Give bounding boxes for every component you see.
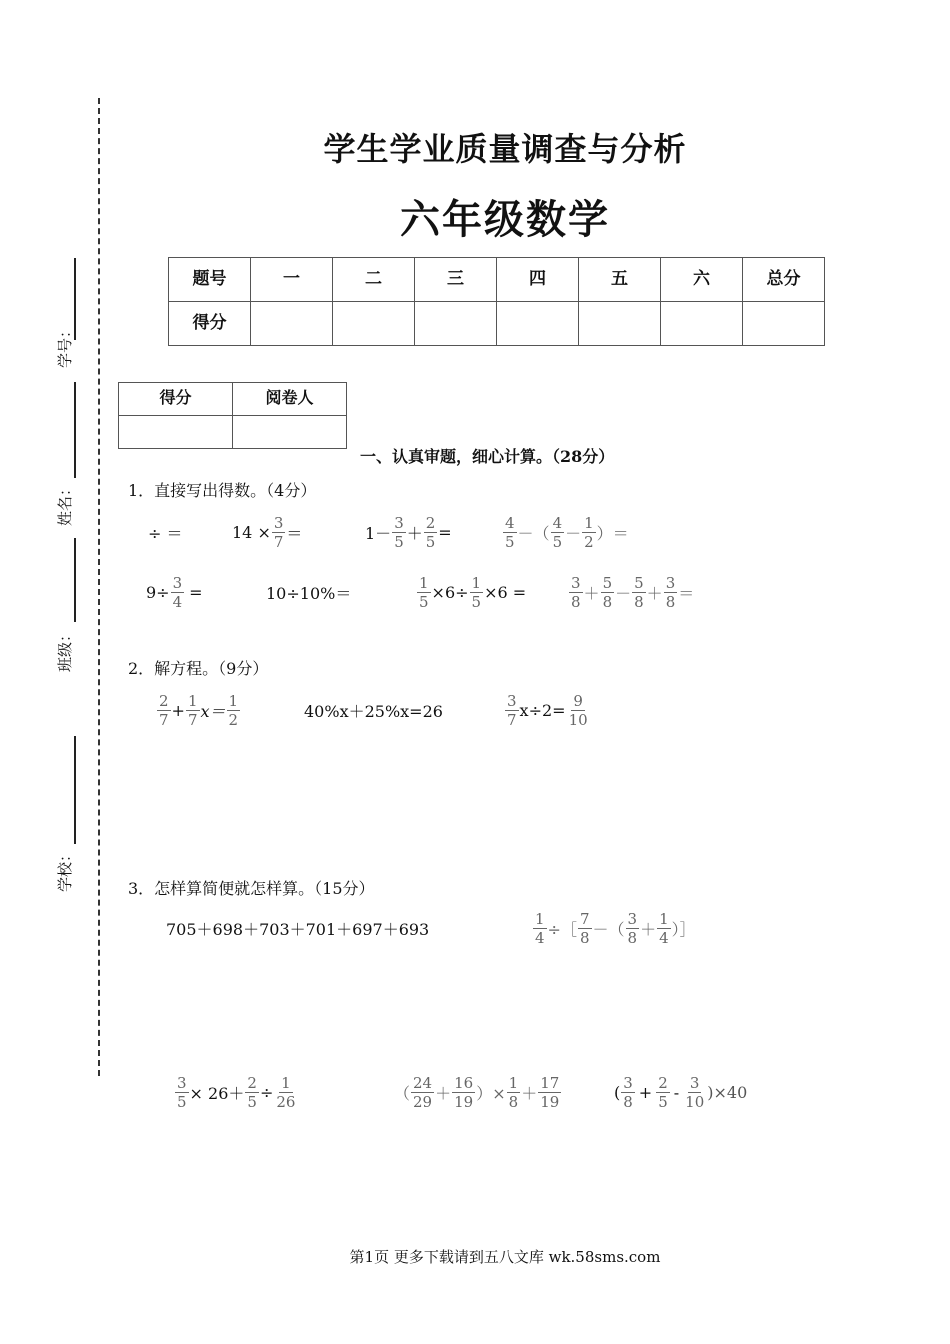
numerator: 9 (573, 691, 583, 710)
fraction (171, 574, 185, 611)
q1-expr-8 (568, 570, 694, 614)
fraction (227, 692, 241, 729)
fraction (538, 1074, 561, 1111)
denominator: 5 (471, 592, 482, 611)
fraction (657, 910, 671, 947)
fraction (601, 574, 615, 611)
fraction (505, 692, 519, 729)
numerator: 2 (658, 1073, 668, 1092)
score-table (168, 257, 825, 346)
score-cell: 四 (497, 258, 579, 302)
denominator: 4 (172, 592, 183, 611)
denominator: 2 (584, 532, 594, 551)
class-label: 班级： (56, 626, 74, 672)
q1-expr-3 (365, 510, 452, 554)
expr-text: ）＝ (596, 523, 629, 543)
fraction (656, 1074, 670, 1111)
numerator: 3 (273, 513, 284, 532)
q1-expr-4 (502, 510, 629, 554)
score-cell: 六 (661, 258, 743, 302)
expr-text: )×40 (707, 1082, 748, 1102)
fraction (664, 574, 678, 611)
score-blank-cell[interactable] (333, 302, 415, 346)
expr-text: － (565, 523, 582, 543)
fraction (551, 514, 565, 551)
fraction (470, 574, 484, 611)
expr-text: ( (614, 1082, 621, 1102)
grader-blank-cell[interactable] (233, 416, 347, 449)
denominator: 5 (419, 592, 429, 611)
score-value-row (169, 302, 825, 346)
denominator: 5 (425, 532, 436, 551)
denominator: 8 (634, 592, 644, 611)
expr-text: x÷2= (519, 700, 566, 720)
denominator: 5 (552, 532, 563, 551)
numerator: 7 (579, 909, 590, 928)
expr-text: 14 × (232, 522, 271, 542)
score-cell: 一 (251, 258, 333, 302)
expr-text: = (438, 522, 452, 542)
name-label: 姓名： (56, 480, 74, 526)
school-line (74, 736, 76, 844)
denominator: 8 (627, 928, 638, 947)
school-label: 学校： (56, 846, 74, 892)
expr-text: ）× (476, 1083, 506, 1103)
denominator: 8 (665, 592, 676, 611)
denominator: 8 (571, 592, 581, 611)
expr-text: = (189, 582, 203, 602)
denominator: 19 (454, 1092, 474, 1111)
numerator: 16 (454, 1073, 474, 1092)
q1-expr-6 (266, 570, 351, 614)
fraction (392, 514, 406, 551)
denominator: 8 (602, 592, 613, 611)
expr-text: ×6÷ (431, 582, 469, 602)
score-cell: 三 (415, 258, 497, 302)
q3-expr-4 (394, 1070, 562, 1114)
numerator: 3 (177, 1073, 187, 1092)
fraction (274, 1074, 297, 1111)
numerator: 3 (394, 513, 404, 532)
fraction (417, 574, 431, 611)
expr-text: ＋ (583, 583, 600, 603)
name-line (74, 382, 76, 478)
numerator: 1 (508, 1073, 519, 1092)
expr-text: 705＋698＋703＋701＋697＋693 (166, 919, 430, 939)
score-blank-cell[interactable] (743, 302, 825, 346)
score-row-label: 得分 (169, 302, 251, 346)
denominator: 19 (540, 1092, 560, 1111)
fraction (175, 1074, 189, 1111)
expr-text: ＋ (640, 919, 657, 939)
numerator: 1 (419, 573, 429, 592)
q3-expr-3 (174, 1070, 298, 1114)
grader-score-header: 得分 (119, 383, 233, 416)
score-cell: 题号 (169, 258, 251, 302)
denominator: 8 (508, 1092, 519, 1111)
denominator: 5 (394, 532, 404, 551)
fraction (272, 514, 286, 551)
grader-name-header: 阅卷人 (233, 383, 347, 416)
denominator: 2 (228, 710, 239, 729)
question-1-label: 1．直接写出得数。（4分） (128, 481, 317, 500)
fraction (452, 1074, 475, 1111)
q1-expr-2 (232, 510, 302, 554)
numerator: 1 (535, 909, 545, 928)
q2-expr-3 (504, 688, 591, 732)
denominator: 8 (579, 928, 590, 947)
numerator: 3 (507, 691, 517, 710)
numerator: 1 (659, 909, 669, 928)
numerator: 4 (552, 513, 563, 532)
fraction (683, 1074, 706, 1111)
question-2-label: 2．解方程。（9分） (128, 659, 269, 678)
expr-text: （ (394, 1083, 411, 1103)
denominator: 7 (187, 710, 198, 729)
numerator: 2 (425, 513, 436, 532)
numerator: 24 (413, 1073, 433, 1092)
score-blank-cell[interactable] (579, 302, 661, 346)
score-header-row (169, 258, 825, 302)
denominator: 10 (568, 710, 588, 729)
fraction (411, 1074, 434, 1111)
numerator: 3 (571, 573, 581, 592)
numerator: 5 (634, 573, 644, 592)
score-cell: 总分 (743, 258, 825, 302)
q2-expr-2 (304, 688, 443, 732)
numerator: 3 (172, 573, 183, 592)
numerator: 1 (187, 691, 198, 710)
fraction (424, 514, 438, 551)
numerator: 4 (505, 513, 515, 532)
expr-text: + (171, 700, 185, 720)
expr-text: ÷［ (547, 919, 577, 939)
fraction (569, 574, 583, 611)
numerator: 1 (281, 1073, 291, 1092)
expr-text: ×6 = (484, 582, 527, 602)
section-1-heading: 一、认真审题，细心计算。（28分） (360, 447, 615, 466)
score-cell: 五 (579, 258, 661, 302)
q3-expr-5 (614, 1070, 747, 1114)
numerator: 17 (540, 1073, 560, 1092)
denominator: 5 (505, 532, 515, 551)
numerator: 1 (471, 573, 482, 592)
fraction (567, 692, 590, 729)
expr-text: 10÷10%＝ (266, 583, 352, 603)
question-3-label: 3．怎样算简便就怎样算。（15分） (128, 879, 375, 898)
denominator: 7 (273, 532, 284, 551)
fraction (632, 574, 646, 611)
q3-expr-1 (166, 906, 429, 950)
expr-text: － (615, 583, 632, 603)
q1-expr-1 (148, 510, 183, 554)
expr-text: ÷ (259, 1082, 274, 1102)
denominator: 7 (159, 710, 169, 729)
fraction (507, 1074, 521, 1111)
q1-expr-7 (416, 570, 526, 614)
expr-text: －（ (592, 919, 625, 939)
page-subtitle: 六年级数学 (400, 197, 610, 243)
denominator: 26 (276, 1092, 296, 1111)
denominator: 29 (413, 1092, 433, 1111)
q3-expr-2 (532, 906, 696, 950)
score-blank-cell[interactable] (497, 302, 579, 346)
expr-text: - (673, 1082, 680, 1102)
score-blank-cell[interactable] (251, 302, 333, 346)
fraction (582, 514, 596, 551)
numerator: 2 (247, 1073, 257, 1092)
denominator: 8 (623, 1092, 633, 1111)
expr-text: ＋ (521, 1083, 538, 1103)
score-cell: 二 (333, 258, 415, 302)
denominator: 7 (507, 710, 517, 729)
q1-expr-5 (146, 570, 203, 614)
numerator: 3 (689, 1073, 700, 1092)
numerator: 1 (228, 691, 239, 710)
score-blank-cell[interactable] (415, 302, 497, 346)
fraction (626, 910, 640, 947)
denominator: 10 (685, 1092, 705, 1111)
denominator: 5 (247, 1092, 257, 1111)
expr-text: ）］ (671, 919, 696, 939)
expr-text: + (638, 1082, 653, 1102)
fraction (186, 692, 200, 729)
expr-text: ＝ (286, 523, 303, 543)
numerator: 2 (159, 691, 169, 710)
fraction (578, 910, 592, 947)
expr-text: ＝ (678, 583, 695, 603)
expr-text: × 26＋ (189, 1083, 245, 1103)
numerator: 1 (584, 513, 594, 532)
fraction (533, 910, 547, 947)
denominator: 4 (659, 928, 669, 947)
page-title: 学生学业质量调查与分析 (323, 130, 687, 168)
numerator: 3 (665, 573, 676, 592)
expr-text: 9÷ (146, 582, 170, 602)
fraction (157, 692, 171, 729)
numerator: 5 (602, 573, 613, 592)
student-no-label: 学号： (56, 322, 74, 368)
expr-text: 1－ (365, 523, 392, 543)
expr-text: ＋ (646, 583, 663, 603)
expr-text: 40%x＋25%x=26 (304, 701, 443, 721)
grader-table (118, 382, 347, 449)
expr-text: ÷ ＝ (148, 523, 183, 543)
expr-text: ＋ (406, 523, 423, 543)
page-footer: 第1页 更多下载请到五八文库 wk.58sms.com (349, 1248, 661, 1266)
class-line (74, 538, 76, 622)
score-blank-cell[interactable] (661, 302, 743, 346)
fraction (503, 514, 517, 551)
denominator: 5 (658, 1092, 668, 1111)
numerator: 3 (627, 909, 638, 928)
denominator: 4 (535, 928, 545, 947)
grader-blank-cell[interactable] (119, 416, 233, 449)
fraction (621, 1074, 635, 1111)
q2-expr-1 (156, 688, 241, 732)
denominator: 5 (177, 1092, 187, 1111)
expr-text: －（ (517, 523, 550, 543)
expr-text: ＋ (435, 1083, 452, 1103)
expr-text: x＝ (200, 701, 226, 721)
fraction (245, 1074, 259, 1111)
numerator: 3 (623, 1073, 633, 1092)
